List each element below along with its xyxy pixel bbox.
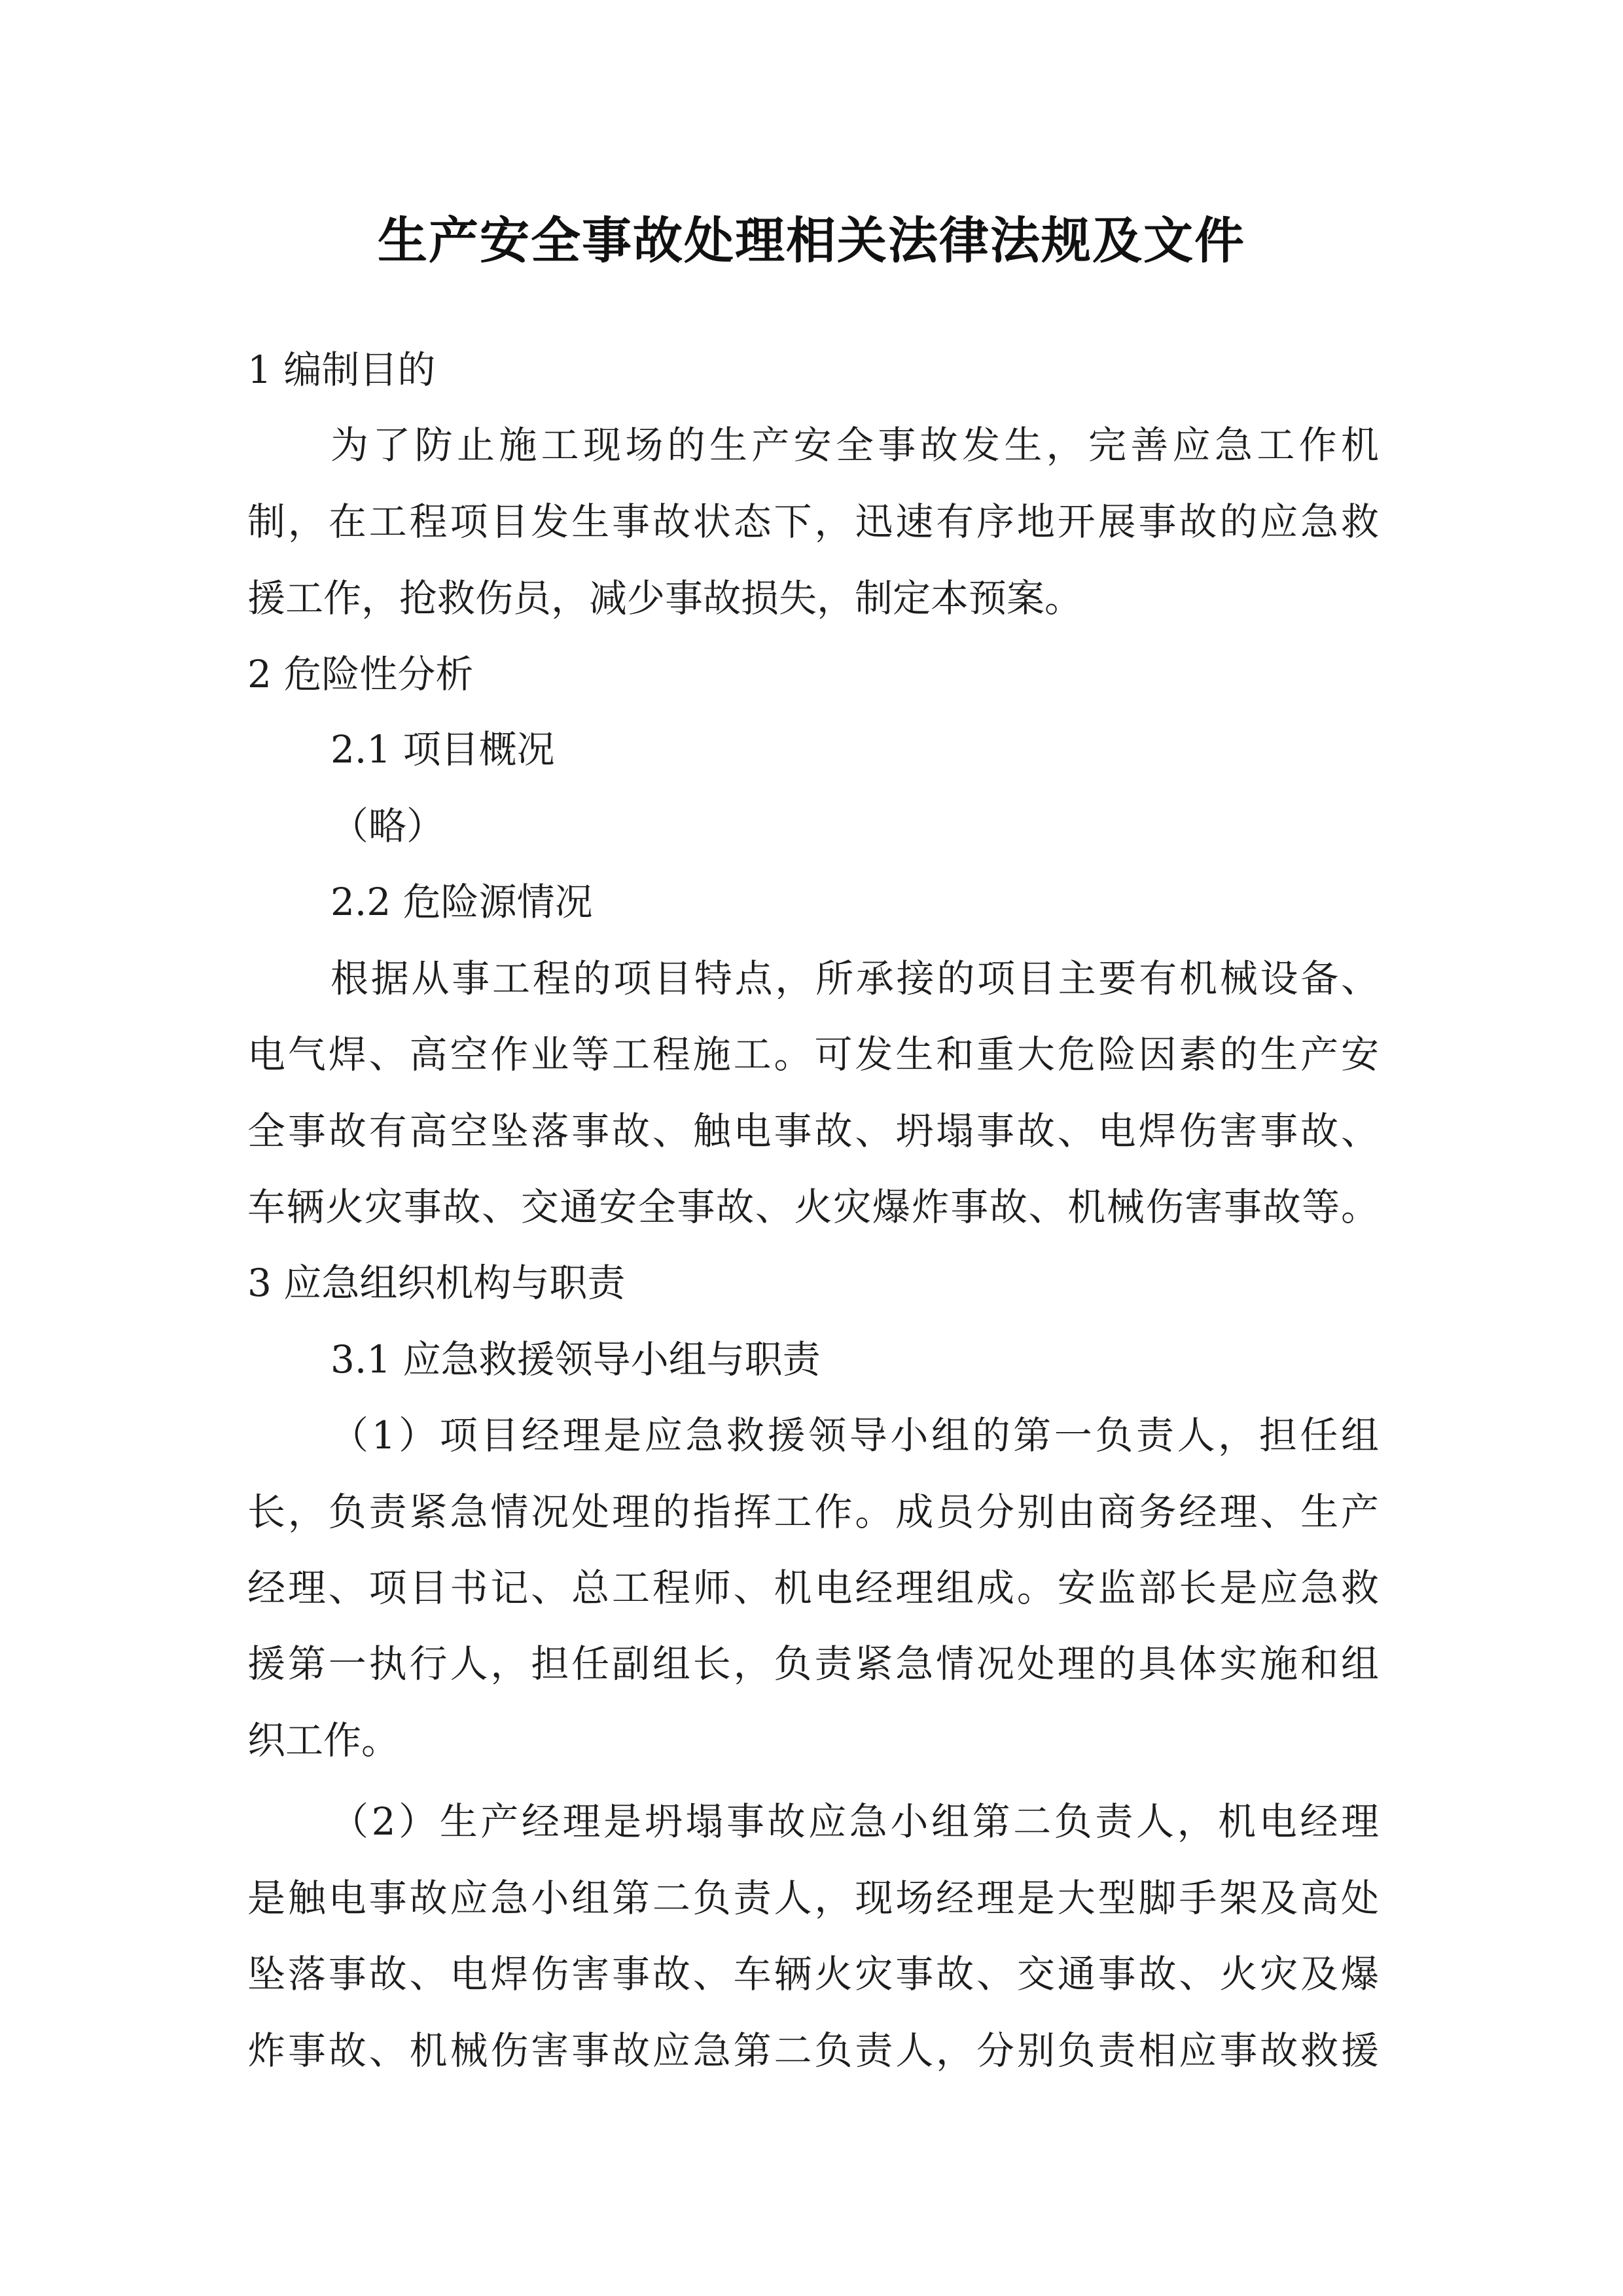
subheading-2-2: 2.2 危险源情况 — [330, 880, 593, 924]
page-title: 生产安全事故处理相关法律法规及文件 — [378, 211, 1245, 270]
paragraph-line: （1）项目经理是应急救援领导小组的第一负责人，担任组 — [330, 1413, 1379, 1458]
paragraph-line: 为了防止施工现场的生产安全事故发生，完善应急工作机 — [330, 423, 1379, 467]
paragraph-line: 援工作，抢救伤员，减少事故损失，制定本预案。 — [247, 576, 1083, 620]
heading-3: 3 应急组织机构与职责 — [247, 1261, 626, 1305]
paragraph-line: 根据从事工程的项目特点，所承接的项目主要有机械设备、 — [330, 956, 1379, 1001]
paragraph-line: 炸事故、机械伤害事故应急第二负责人，分别负责相应事故救援 — [247, 2028, 1379, 2073]
paragraph-line: 全事故有高空坠落事故、触电事故、坍塌事故、电焊伤害事故、 — [247, 1109, 1379, 1153]
subheading-3-1: 3.1 应急救援领导小组与职责 — [330, 1337, 821, 1382]
subheading-2-1: 2.1 项目概况 — [330, 727, 555, 772]
paragraph-line: （2）生产经理是坍塌事故应急小组第二负责人，机电经理 — [330, 1799, 1379, 1844]
heading-2: 2 危险性分析 — [247, 652, 474, 696]
paragraph-line: 车辆火灾事故、交通安全事故、火灾爆炸事故、机械伤害事故等。 — [247, 1185, 1379, 1229]
paragraph-line: 坠落事故、电焊伤害事故、车辆火灾事故、交通事故、火灾及爆 — [247, 1952, 1379, 1996]
paragraph-line: 是触电事故应急小组第二负责人，现场经理是大型脚手架及高处 — [247, 1876, 1379, 1920]
paragraph-line: 援第一执行人，担任副组长，负责紧急情况处理的具体实施和组 — [247, 1641, 1379, 1686]
paragraph-line: 制，在工程项目发生事故状态下，迅速有序地开展事故的应急救 — [247, 499, 1379, 544]
paragraph-line: 经理、项目书记、总工程师、机电经理组成。安监部长是应急救 — [247, 1566, 1379, 1610]
paragraph-line: 织工作。 — [247, 1718, 400, 1763]
heading-1: 1 编制目的 — [247, 348, 436, 392]
paragraph-line: （略） — [330, 804, 445, 848]
paragraph-line: 长，负责紧急情况处理的指挥工作。成员分别由商务经理、生产 — [247, 1490, 1379, 1534]
paragraph-line: 电气焊、高空作业等工程施工。可发生和重大危险因素的生产安 — [247, 1032, 1379, 1077]
